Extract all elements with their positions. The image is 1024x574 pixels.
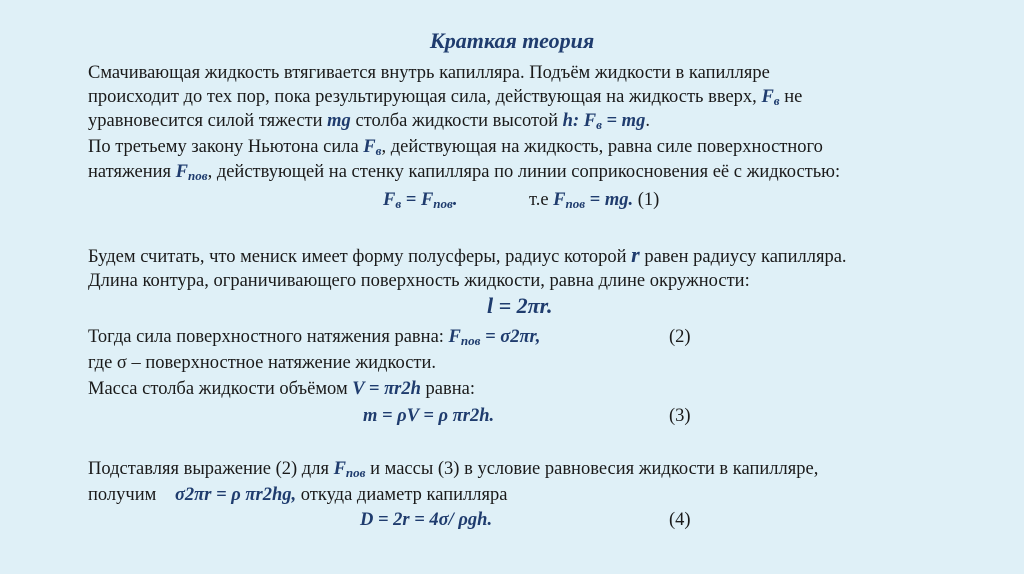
formula-text: . [452, 190, 458, 210]
text: Длина контура, ограничивающего поверхность жидкости, равна длине окружности: [88, 271, 750, 291]
formula-sub: в [773, 93, 780, 108]
formula-text: = mg [601, 111, 646, 131]
text: происходит до тех пор, пока результирующая сила, действующая на жидкость вверх, [88, 87, 757, 107]
text-line [88, 62, 770, 84]
formula: V = πr2h [352, 379, 421, 399]
text-line [88, 352, 436, 374]
text-line [88, 270, 750, 292]
formula-text: F [761, 87, 774, 107]
formula-sub: в [395, 196, 402, 211]
formula [553, 190, 633, 210]
text-line [88, 136, 823, 158]
text: По третьему закону Ньютона сила [88, 137, 364, 157]
formula-sub: пов [188, 168, 208, 183]
formula-text: = σ2πr, [480, 327, 541, 347]
text: откуда диаметр капилляра [296, 485, 508, 505]
formula-sub: пов [345, 465, 366, 480]
formula-text: F [383, 190, 396, 210]
formula: mg [327, 111, 351, 131]
text: равна: [420, 379, 475, 399]
formula [334, 459, 366, 479]
equation-1 [383, 189, 457, 211]
formula [449, 327, 541, 347]
formula-text: F [175, 162, 189, 182]
text: Тогда сила поверхностного натяжения равна: [88, 327, 449, 347]
formula-text: h: F [562, 111, 597, 131]
slide-title: Краткая теория [429, 28, 595, 53]
text: натяжения [88, 162, 176, 182]
equation-mass [363, 405, 494, 427]
equation-number: (1) [633, 190, 660, 210]
formula: l = 2πr. [487, 293, 553, 318]
formula-text: F [333, 459, 346, 479]
equation-circumference [487, 295, 553, 319]
equation-number: (4) [669, 510, 691, 530]
text-line [88, 86, 802, 108]
formula [176, 162, 208, 182]
text-line [88, 244, 847, 268]
text-line [88, 484, 507, 506]
formula: D = 2r = 4σ/ ρgh. [360, 510, 493, 530]
formula-sub: в [596, 117, 602, 132]
formula-sub: в [375, 143, 382, 158]
text: Подставляя выражение (2) для [88, 459, 334, 479]
formula [383, 190, 457, 210]
equation-number: (3) [669, 406, 691, 426]
text: , действующей на стенку капилляра по линии соприкосновения её с жидкостью: [207, 162, 841, 182]
text: столба жидкости высотой [350, 111, 563, 131]
formula-sub: пов [565, 196, 586, 211]
text: и массы (3) в условие равновесия жидкости в капилляре, [365, 459, 819, 479]
text-line [88, 458, 818, 480]
text: т.е [529, 190, 554, 210]
text: получим [88, 485, 161, 505]
text-line [88, 326, 540, 348]
formula-text: F [553, 190, 566, 210]
text-line [88, 378, 475, 400]
formula-text: F [448, 327, 461, 347]
text: уравновесится силой тяжести [88, 111, 328, 131]
text: где σ – поверхностное натяжение жидкости. [88, 353, 437, 373]
formula [761, 87, 779, 107]
formula [363, 137, 381, 157]
text-line [88, 161, 840, 183]
formula: m = ρV = ρ πr2h. [363, 406, 495, 426]
formula-text: = mg. [585, 190, 634, 210]
formula-sub: пов [460, 333, 481, 348]
equation-1b [529, 189, 659, 211]
formula: σ2πr = ρ πr2hg, [174, 485, 297, 505]
formula: r [631, 242, 640, 267]
text: Масса столба жидкости объёмом [88, 379, 353, 399]
text: Смачивающая жидкость втягивается внутрь капилляра. Подъём жидкости в капилляре [88, 63, 770, 83]
equation-number: (2) [669, 327, 691, 347]
formula [563, 111, 646, 131]
text-line [88, 110, 650, 132]
formula-text: F [363, 137, 376, 157]
text: , действующая на жидкость, равна силе поверхностного [381, 137, 823, 157]
formula-sub: пов [433, 196, 453, 211]
equation-diameter [360, 509, 492, 531]
text: не [779, 87, 803, 107]
formula-text: = F [401, 190, 434, 210]
text: . [645, 111, 650, 131]
text: Будем считать, что мениск имеет форму полусферы, радиус которой [88, 247, 632, 267]
text: равен радиусу капилляра. [639, 247, 847, 267]
